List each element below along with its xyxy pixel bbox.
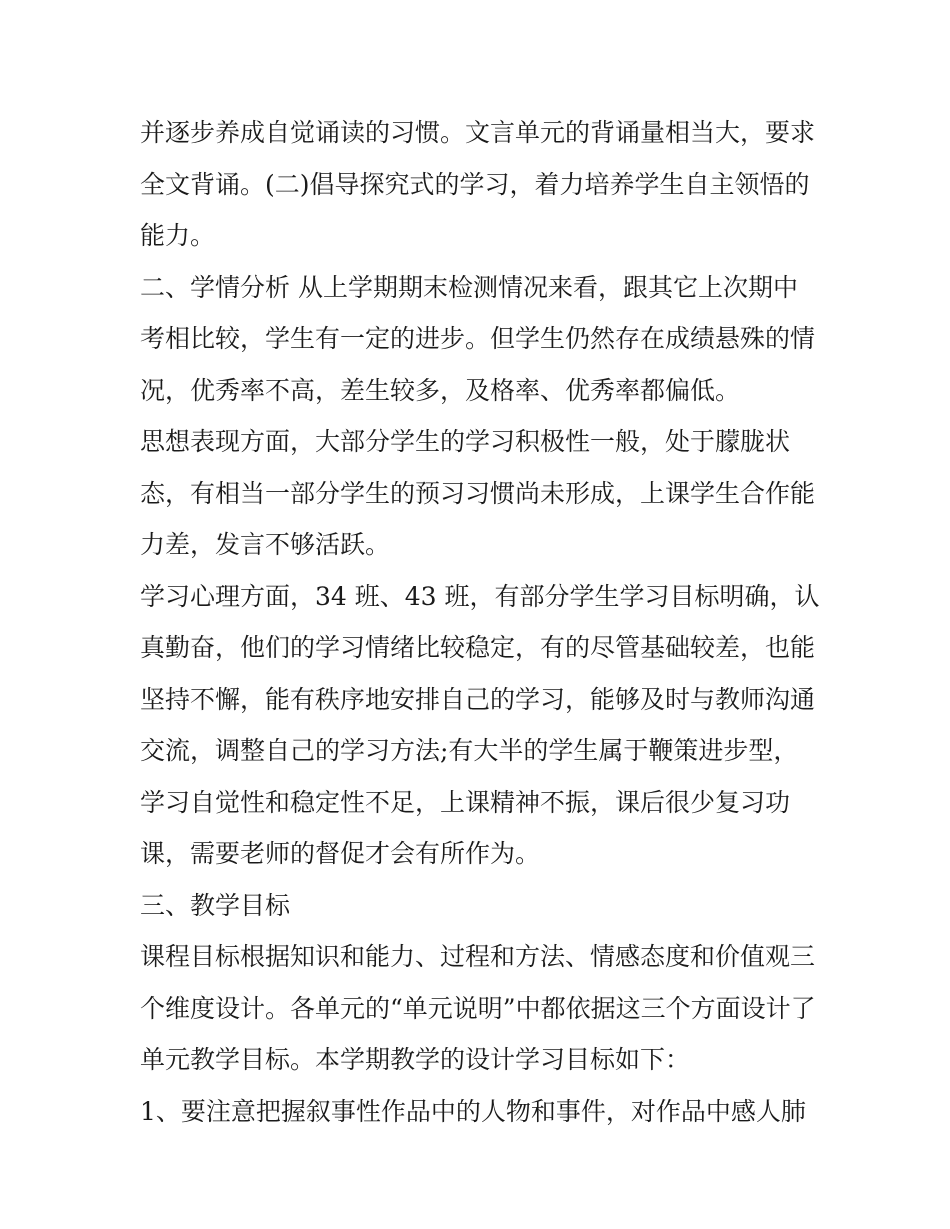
text-line: 力差，发言不够活跃。 [140,530,391,559]
text-line: 学习心理方面，34 班、43 班，有部分学生学习目标明确，认 [140,581,820,611]
list-item-line: 1、要注意把握叙事性作品中的人物和事件，对作品中感人肺 [140,1096,806,1126]
text-line: 考相比较，学生有一定的进步。但学生仍然存在成绩悬殊的情 [140,324,816,353]
text-line: 交流，调整自己的学习方法;有大半的学生属于鞭策进步型， [140,736,799,765]
text-line: 态，有相当一部分学生的预习习惯尚未形成，上课学生合作能 [140,478,816,508]
text-line: 真勤奋，他们的学习情绪比较稳定，有的尽管基础较差，也能 [140,633,816,662]
text-line: 个维度设计。各单元的“单元说明”中都依据这三个方面设计了 [140,993,816,1023]
text-line: 课，需要老师的督促才会有所作为。 [140,839,541,868]
text-line: 坚持不懈，能有秩序地安排自己的学习，能够及时与教师沟通 [140,684,816,714]
text-line: 况，优秀率不高，差生较多，及格率、优秀率都偏低。 [140,375,741,405]
text-line: 思想表现方面，大部分学生的学习积极性一般，处于朦胧状 [140,427,791,456]
document-body [140,107,820,1137]
text-line: 并逐步养成自觉诵读的习惯。文言单元的背诵量相当大，要求 [140,118,816,147]
text-line: 全文背诵。(二)倡导探究式的学习，着力培养学生自主领悟的 [140,169,810,199]
text-line: 能力。 [140,221,216,250]
text-line: 单元教学目标。本学期教学的设计学习目标如下： [140,1045,691,1074]
section-heading: 三、教学目标 [140,890,291,920]
text-line: 课程目标根据知识和能力、过程和方法、情感态度和价值观三 [140,942,816,971]
text-line: 学习自觉性和稳定性不足，上课精神不振，课后很少复习功 [140,787,791,817]
section-heading-line: 二、学情分析 从上学期期末检测情况来看，跟其它上次期中 [140,272,798,302]
